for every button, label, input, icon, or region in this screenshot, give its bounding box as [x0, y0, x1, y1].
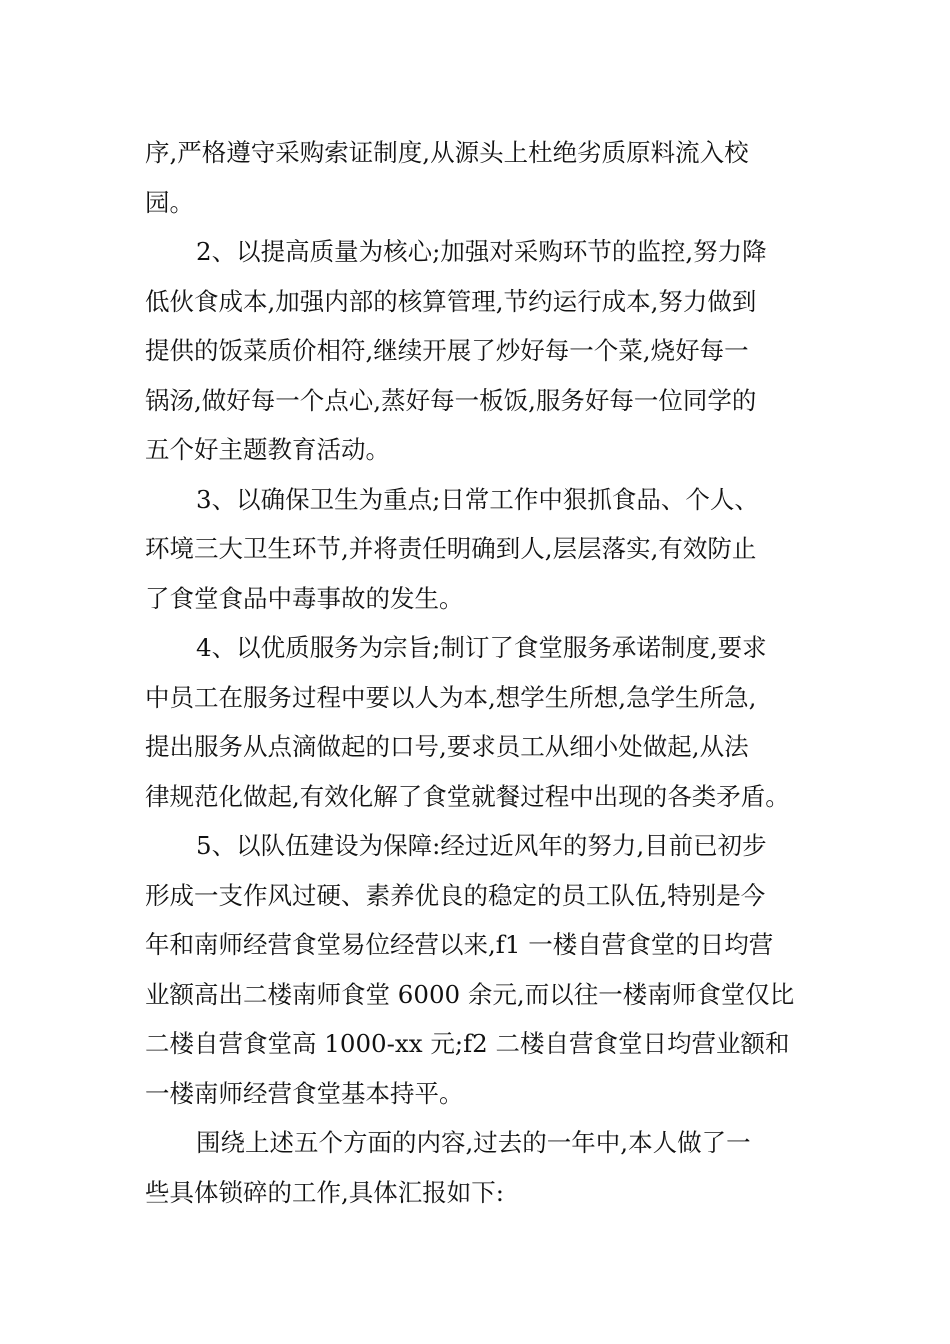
- text-line: 一楼南师经营食堂基本持平。: [145, 1078, 464, 1108]
- text-line: 提出服务从点滴做起的口号,要求员工从细小处做起,从法: [145, 732, 749, 761]
- text-line: 3、以确保卫生为重点;日常工作中狠抓食品、个人、: [196, 484, 759, 514]
- text-line: 律规范化做起,有效化解了食堂就餐过程中出现的各类矛盾。: [145, 781, 790, 811]
- text-line: 4、以优质服务为宗旨;制订了食堂服务承诺制度,要求: [196, 633, 767, 662]
- text-line: 五个好主题教育活动。: [145, 435, 390, 464]
- text-line: 2、以提高质量为核心;加强对采购环节的监控,努力降: [196, 237, 767, 266]
- text-line: 年和南师经营食堂易位经营以来,f1 一楼自营食堂的日均营: [145, 930, 774, 959]
- text-line: 序,严格遵守采购索证制度,从源头上杜绝劣质原料流入校: [145, 138, 749, 167]
- text-line: 环境三大卫生环节,并将责任明确到人,层层落实,有效防止: [145, 534, 757, 563]
- text-line: 提供的饭菜质价相符,继续开展了炒好每一个菜,烧好每一: [145, 336, 749, 365]
- text-line: 围绕上述五个方面的内容,过去的一年中,本人做了一: [196, 1128, 751, 1157]
- text-line: 业额高出二楼南师食堂 6000 余元,而以往一楼南师食堂仅比: [145, 979, 795, 1009]
- text-line: 5、以队伍建设为保障:经过近风年的努力,目前已初步: [196, 831, 767, 860]
- text-line: 了食堂食品中毒事故的发生。: [145, 583, 464, 613]
- text-line: 低伙食成本,加强内部的核算管理,节约运行成本,努力做到: [145, 286, 757, 316]
- text-line: 二楼自营食堂高 1000-xx 元;f2 二楼自营食堂日均营业额和: [145, 1029, 790, 1058]
- text-line: 些具体锁碎的工作,具体汇报如下:: [145, 1177, 505, 1207]
- text-line: 中员工在服务过程中要以人为本,想学生所想,急学生所急,: [145, 682, 757, 712]
- text-line: 形成一支作风过硬、素养优良的稳定的员工队伍,特别是今: [145, 880, 766, 910]
- text-line: 园。: [145, 187, 194, 217]
- text-line: 锅汤,做好每一个点心,蒸好每一板饭,服务好每一位同学的: [145, 385, 757, 415]
- body-text: [145, 128, 810, 1217]
